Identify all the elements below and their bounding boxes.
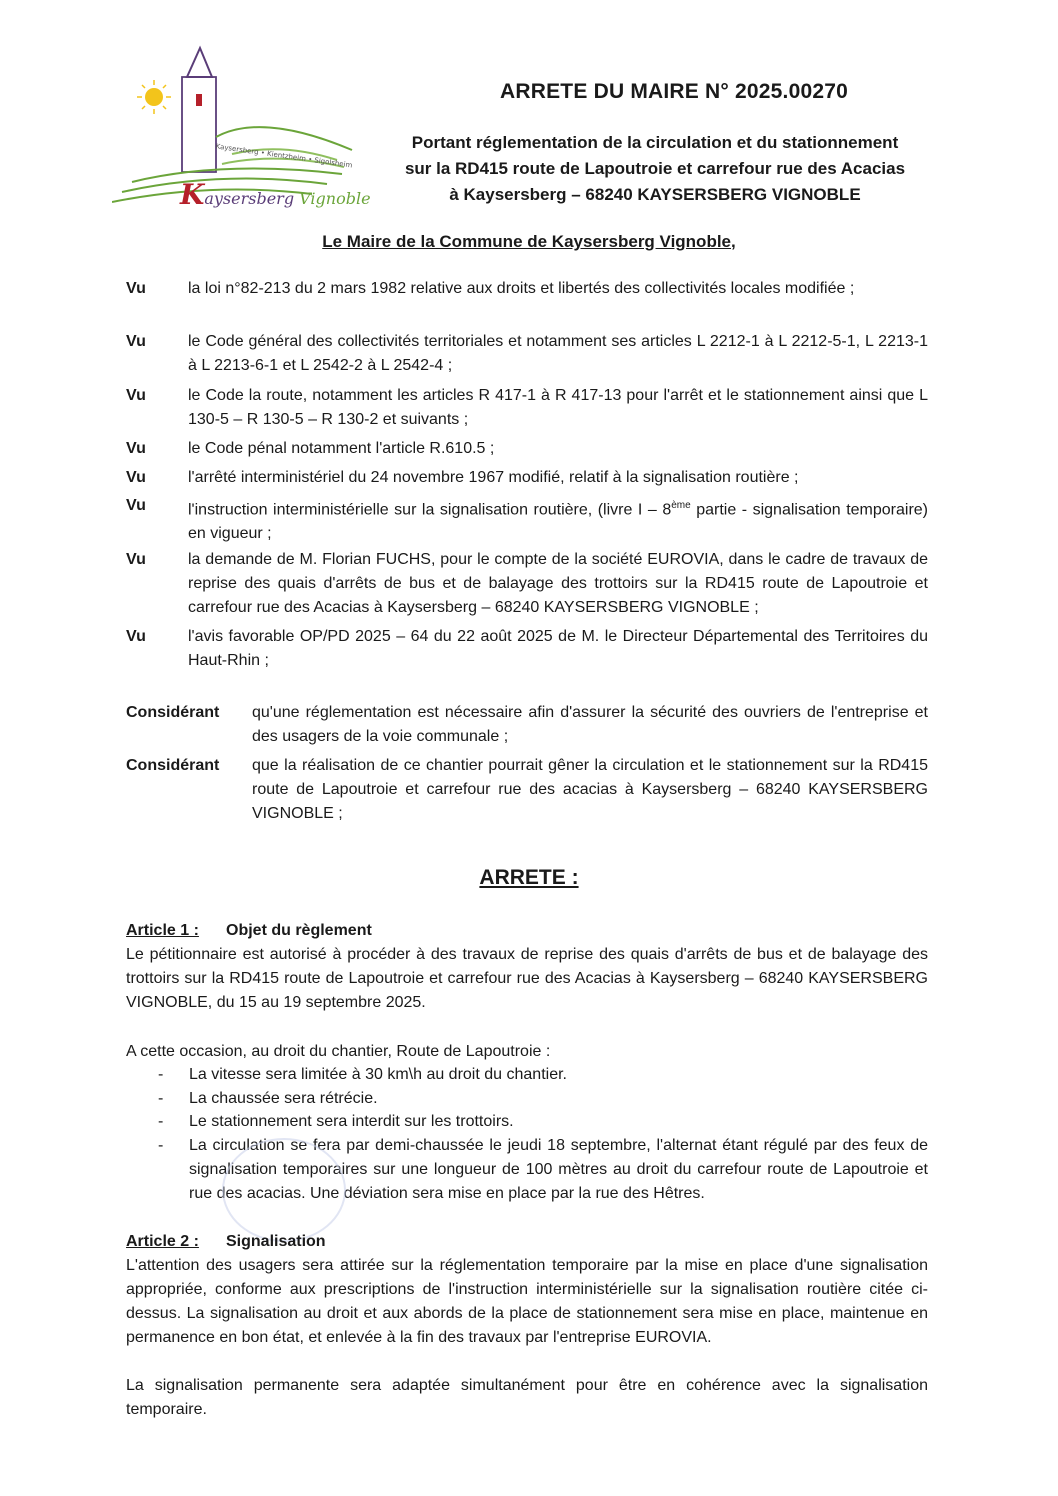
logo-villages: Kaysersberg • Kientzheim • Sigolsheim bbox=[215, 142, 353, 170]
sun-icon bbox=[137, 80, 171, 114]
document-subtitle: Portant réglementation de la circulation et du stationnement sur la RD415 route de Lapoutroie et carrefour rue des Acacias à Kaysersberg – 68240 KAYSERSBERG VIGNOBLE bbox=[404, 133, 906, 204]
article-2-text: L'attention des usagers sera attirée sur la réglementation temporaire par la mise en place d'une signalisation appropriée, conforme aux prescriptions de l'instruction interministérielle sur la signalisation routière citée ci-dessus. La signalisation au droit et aux abords de la place de stationnement sera mise en place, maintenue en permanence en bon état, et enlevée à la fin des travaux par l'entreprise EUROVIA. bbox=[126, 1257, 928, 1346]
arrete-heading: ARRETE : bbox=[479, 866, 579, 889]
article-1-intro: A cette occasion, au droit du chantier, Route de Lapoutroie : bbox=[126, 1043, 551, 1060]
article-2-text-2: La signalisation permanente sera adaptée simultanément pour être en cohérence avec la signalisation temporaire. bbox=[126, 1377, 928, 1418]
tower-icon bbox=[182, 48, 216, 172]
logo-wordmark: Kaysersberg Vignoble bbox=[180, 178, 371, 211]
article-2-heading: Article 2 : Signalisation bbox=[126, 1233, 326, 1250]
issuing-authority: Le Maire de la Commune de Kaysersberg Vignoble, bbox=[322, 232, 736, 251]
document-title: ARRETE DU MAIRE N° 2025.00270 bbox=[500, 80, 848, 103]
faint-stamp bbox=[222, 1138, 346, 1242]
article-1-heading: Article 1 : Objet du règlement bbox=[126, 922, 372, 939]
article-1-text: Le pétitionnaire est autorisé à procéder à des travaux de reprise des quais d'arrêts de bus et de balayage des trottoirs sur la RD415 route de Lapoutroie et carrefour rue des Acacias à Kaysersberg – 68240 KAYSERSBERG VIGNOBLE, du 15 au 19 septembre 2025. bbox=[126, 946, 928, 1011]
